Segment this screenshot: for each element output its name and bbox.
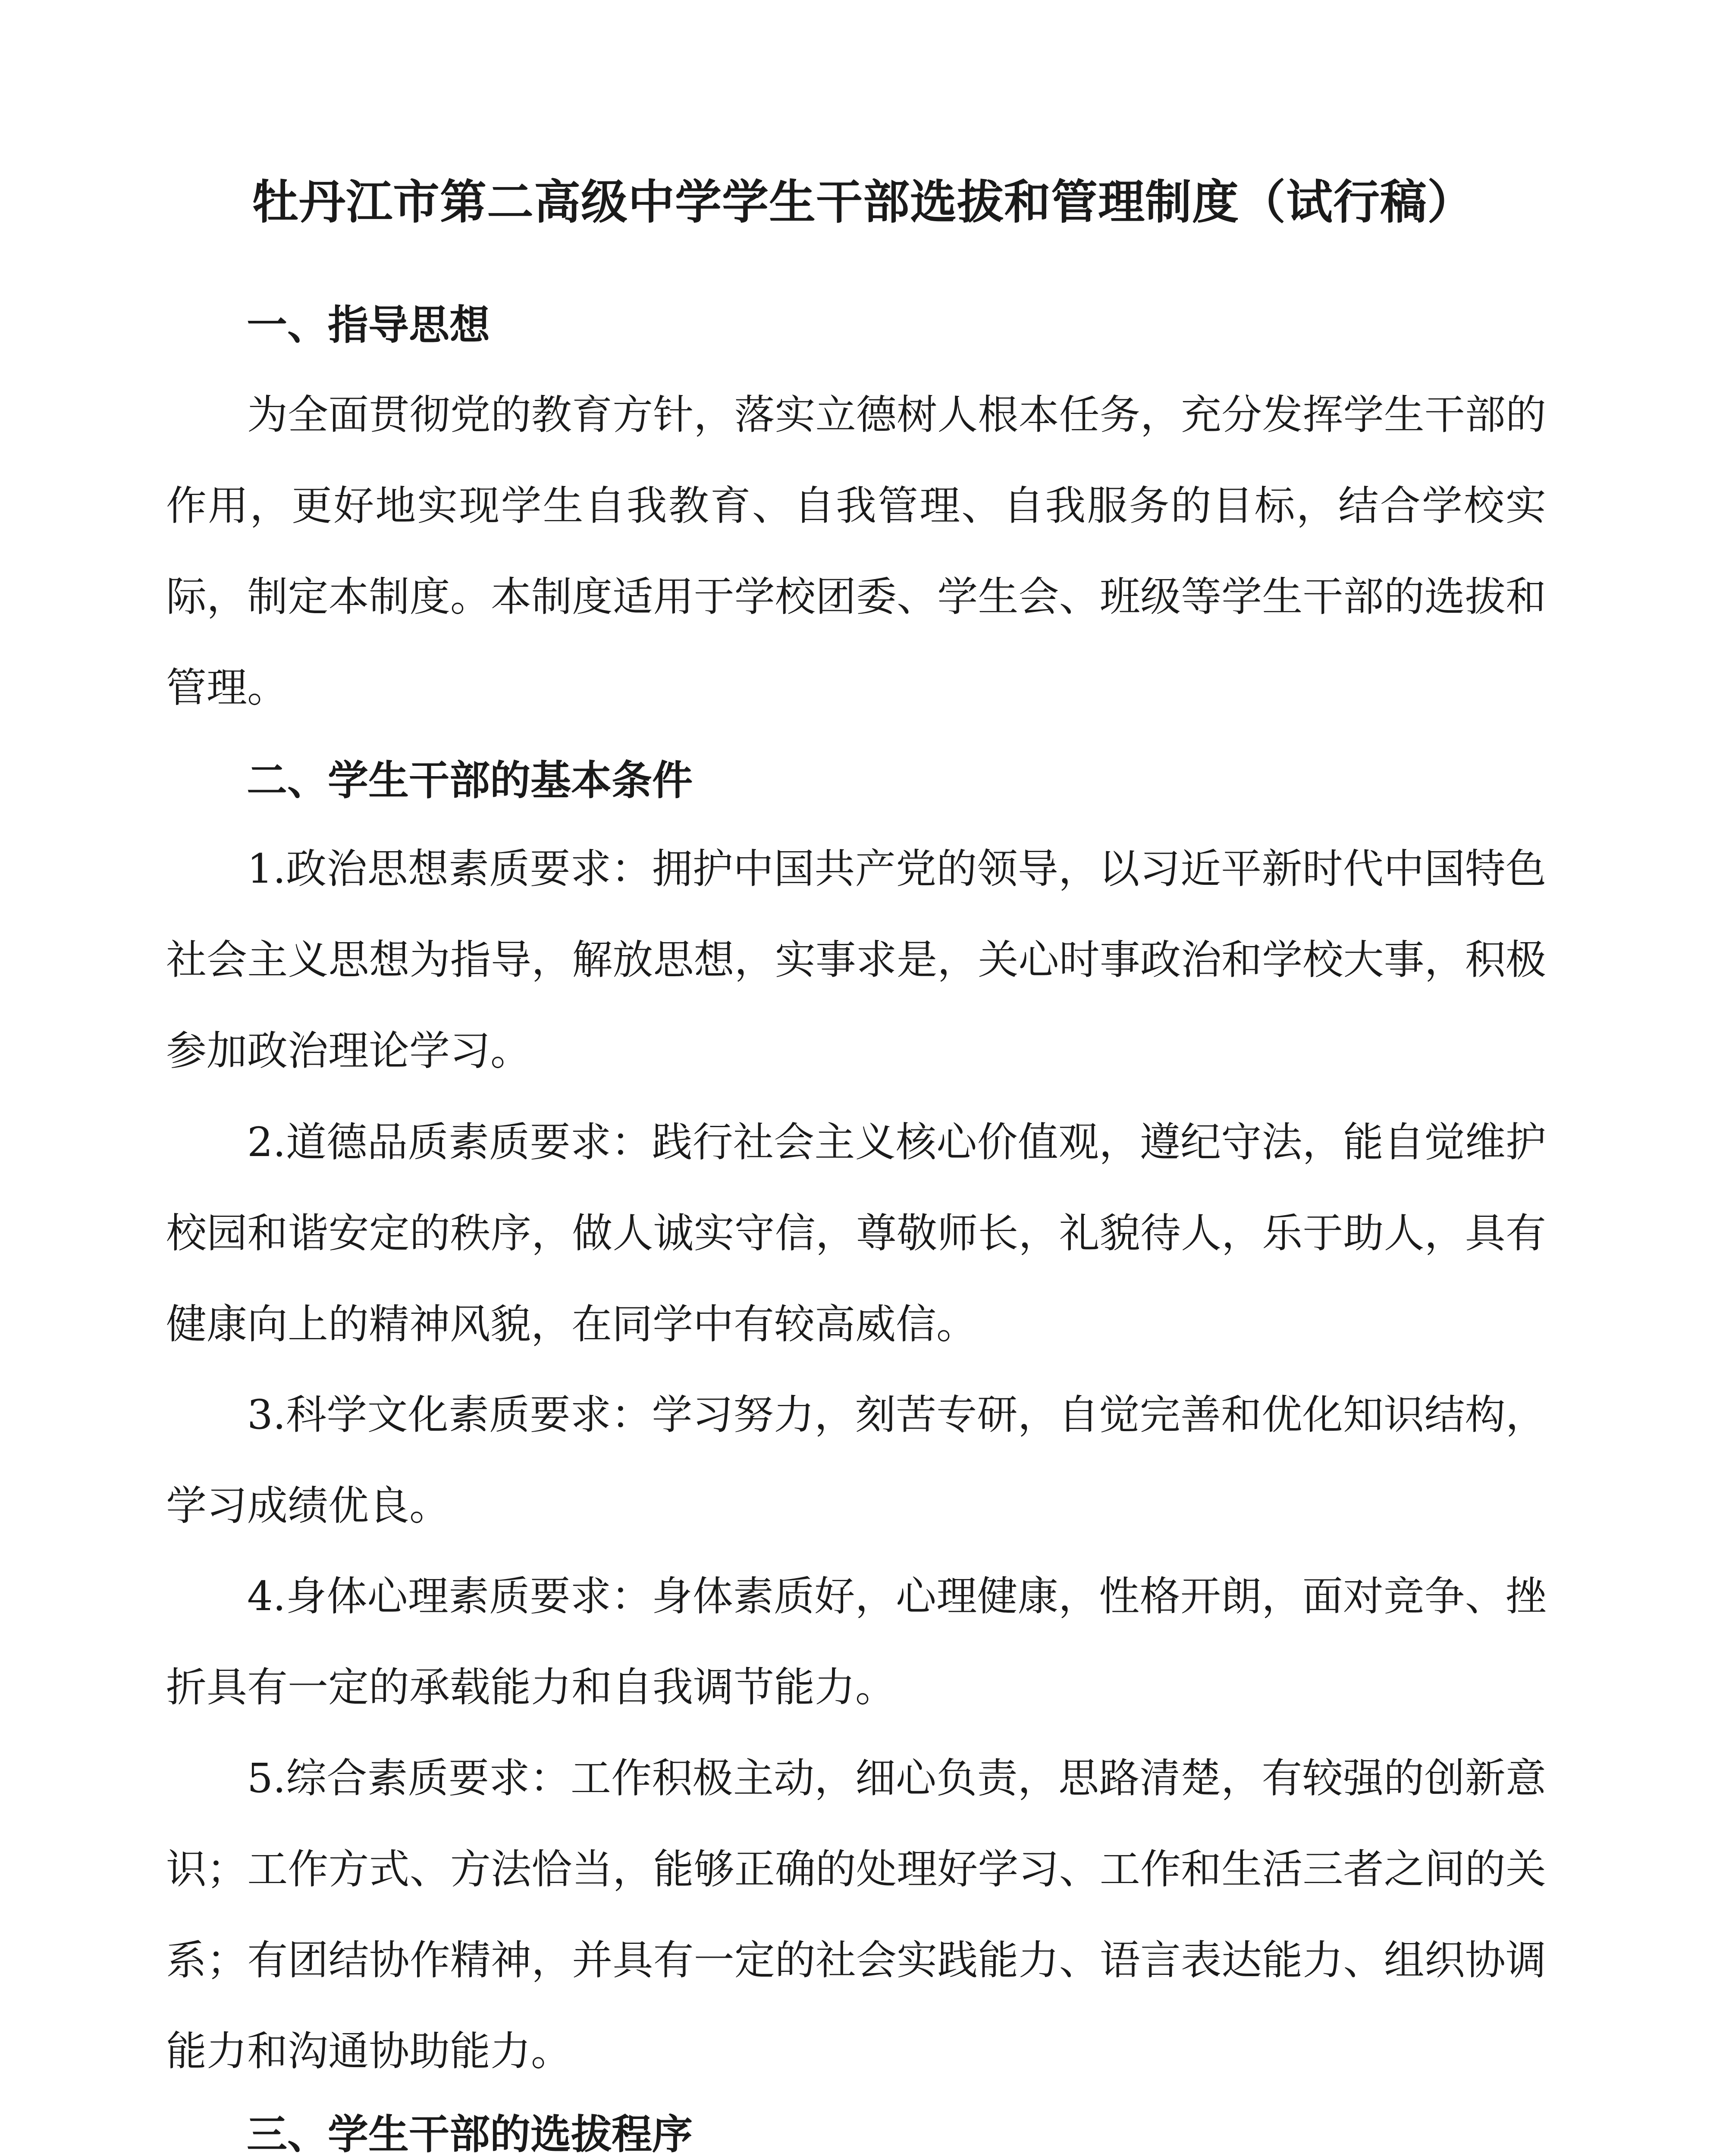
- paragraph-cultural-requirement: 3.科学文化素质要求：学习努力，刻苦专研，自觉完善和优化知识结构，学习成绩优良。: [166, 1391, 1546, 1529]
- section-heading-selection-procedure: 三、学生干部的选拔程序: [247, 2111, 693, 2156]
- paragraph-moral-requirement: 2.道德品质素质要求：践行社会主义核心价值观，遵纪守法，能自觉维护校园和谐安定的秩序，做人诚实守信，尊敬师长，礼貌待人，乐于助人，具有健康向上的精神风貌，在同学中有较高威信。: [166, 1119, 1546, 1348]
- paragraph-guiding-ideology: 为全面贯彻党的教育方针，落实立德树人根本任务，充分发挥学生干部的作用，更好地实现学生自我教育、自我管理、自我服务的目标，结合学校实际，制定本制度。本制度适用于学校团委、学生会、班级等学生干部的选拔和管理。: [166, 392, 1546, 711]
- section-heading-guiding-ideology: 一、指导思想: [247, 302, 490, 349]
- document-title: 牡丹江市第二高级中学学生干部选拔和管理制度（试行稿）: [251, 175, 1474, 229]
- paragraph-political-requirement: 1.政治思想素质要求：拥护中国共产党的领导，以习近平新时代中国特色社会主义思想为指导，解放思想，实事求是，关心时事政治和学校大事，积极参加政治理论学习。: [166, 846, 1546, 1075]
- section-heading-basic-conditions: 二、学生干部的基本条件: [247, 757, 693, 804]
- paragraph-comprehensive-requirement: 5.综合素质要求：工作积极主动，细心负责，思路清楚，有较强的创新意识；工作方式、方法恰当，能够正确的处理好学习、工作和生活三者之间的关系；有团结协作精神，并具有一定的社会实践能力、语言表达能力、组织协调能力和沟通协助能力。: [166, 1755, 1546, 2075]
- paragraph-physical-mental-requirement: 4.身体心理素质要求：身体素质好，心理健康，性格开朗，面对竞争、挫折具有一定的承载能力和自我调节能力。: [166, 1573, 1546, 1711]
